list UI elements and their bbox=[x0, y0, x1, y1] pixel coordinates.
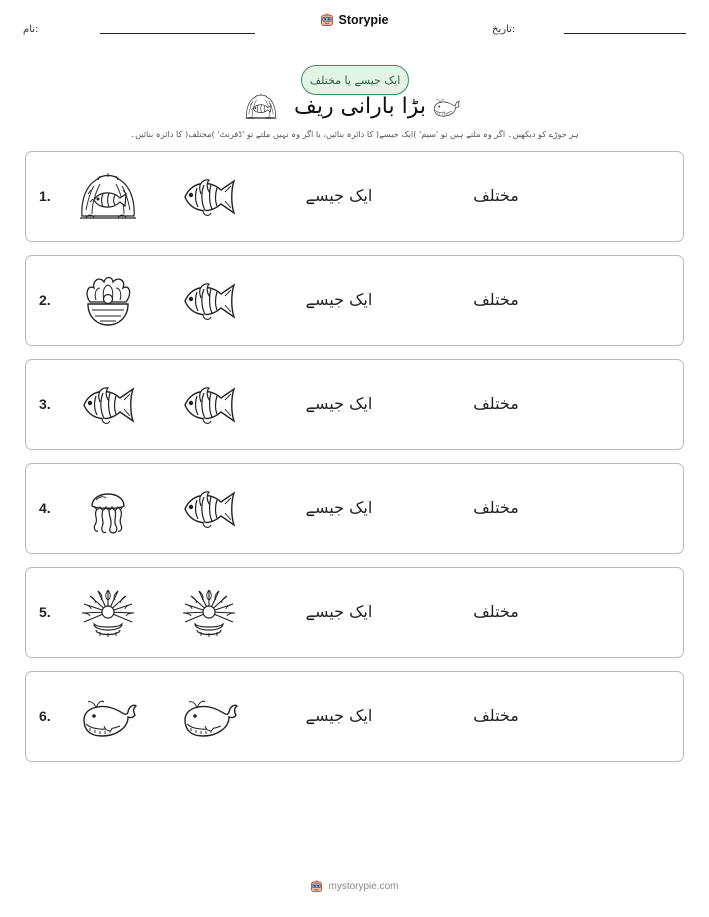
different-option[interactable]: مختلف bbox=[473, 706, 519, 725]
same-option[interactable]: ایک جیسے bbox=[305, 602, 373, 621]
question-row-5 bbox=[25, 567, 684, 658]
question-number: 2. bbox=[39, 292, 51, 308]
coral-fish-icon bbox=[78, 170, 138, 224]
footer-url[interactable]: mystorypie.com bbox=[328, 881, 399, 892]
different-option[interactable]: مختلف bbox=[473, 186, 519, 205]
coral-fish-title-icon bbox=[244, 92, 278, 122]
question-number: 5. bbox=[39, 604, 51, 620]
different-option[interactable]: مختلف bbox=[473, 498, 519, 517]
same-option[interactable]: ایک جیسے bbox=[305, 498, 373, 517]
striped-fish-icon bbox=[179, 274, 239, 328]
clam-pearl-icon bbox=[78, 274, 138, 328]
question-row-2 bbox=[25, 255, 684, 346]
whale-icon bbox=[179, 690, 239, 744]
different-option[interactable]: مختلف bbox=[473, 290, 519, 309]
different-option[interactable]: مختلف bbox=[473, 602, 519, 621]
whale-title-icon bbox=[430, 94, 462, 120]
question-number: 1. bbox=[39, 188, 51, 204]
storypie-logo-icon bbox=[310, 880, 323, 893]
question-row-4 bbox=[25, 463, 684, 554]
striped-fish-icon bbox=[179, 378, 239, 432]
question-row-6 bbox=[25, 671, 684, 762]
worksheet-badge: ایک جیسے یا مختلف bbox=[301, 65, 409, 95]
sea-anemone-icon bbox=[179, 586, 239, 640]
worksheet-title: بڑا بارانی ریف bbox=[294, 94, 426, 119]
same-option[interactable]: ایک جیسے bbox=[305, 706, 373, 725]
whale-icon bbox=[78, 690, 138, 744]
question-row-3 bbox=[25, 359, 684, 450]
question-number: 6. bbox=[39, 708, 51, 724]
date-field[interactable] bbox=[564, 33, 686, 34]
same-option[interactable]: ایک جیسے bbox=[305, 394, 373, 413]
name-field[interactable] bbox=[100, 33, 255, 34]
date-label: تاریخ: bbox=[492, 24, 516, 35]
worksheet-instructions: ہر جوڑے کو دیکھیں۔ اگر وہ ملتے ہیں تو 'سیم' )ایک جیسے( کا دائرہ بنائیں، یا اگر وہ نہیں ملتے تو 'ڈفرنٹ' )مختلف( کا دائرہ بنائیں۔ bbox=[130, 129, 579, 139]
sea-anemone-icon bbox=[78, 586, 138, 640]
question-row-1 bbox=[25, 151, 684, 242]
striped-fish-icon bbox=[179, 170, 239, 224]
brand-name: Storypie bbox=[338, 13, 389, 27]
question-number: 4. bbox=[39, 500, 51, 516]
name-label: نام: bbox=[23, 24, 39, 35]
question-number: 3. bbox=[39, 396, 51, 412]
storypie-logo-icon bbox=[320, 13, 334, 27]
footer bbox=[0, 880, 709, 893]
striped-fish-icon bbox=[78, 378, 138, 432]
striped-fish-icon bbox=[179, 482, 239, 536]
brand-header bbox=[0, 13, 709, 27]
different-option[interactable]: مختلف bbox=[473, 394, 519, 413]
same-option[interactable]: ایک جیسے bbox=[305, 290, 373, 309]
same-option[interactable]: ایک جیسے bbox=[305, 186, 373, 205]
jellyfish-icon bbox=[78, 482, 138, 536]
